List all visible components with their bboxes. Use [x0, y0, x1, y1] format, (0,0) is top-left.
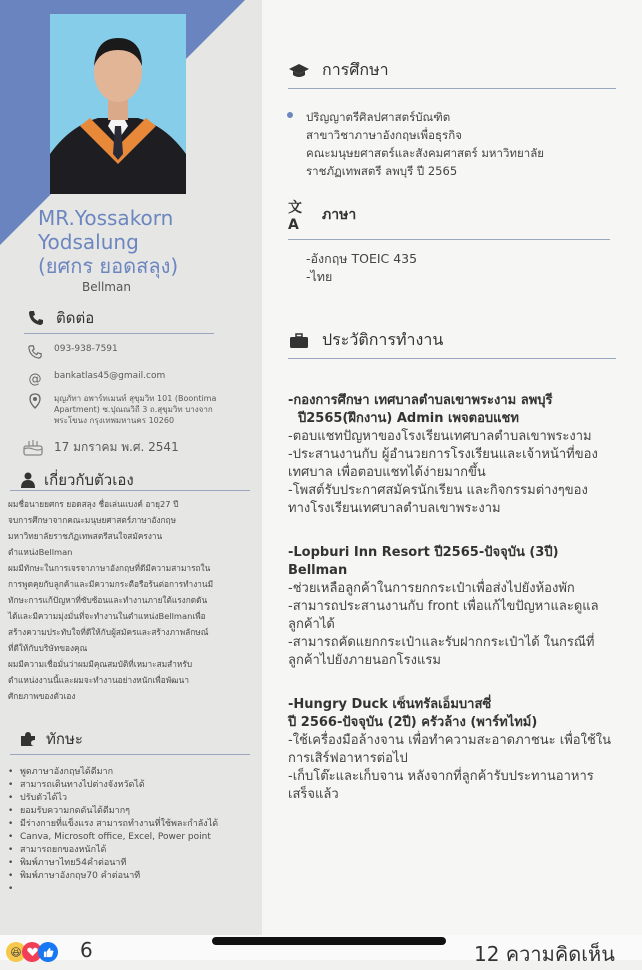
skills-list	[8, 766, 258, 883]
skill-item: • พิมพ์ภาษาไทย54คำต่อนาที	[8, 857, 258, 870]
about-line: มหาวิทยาลัยราชภัฏเทพสตรีสนใจสมัครงาน	[8, 531, 163, 541]
birthday-cake-icon	[22, 437, 44, 457]
job-detail: เสร็จแล้ว	[288, 787, 339, 802]
education-line: คณะมนุษยศาสตร์และสังคมศาสตร์ มหาวิทยาลัย	[306, 146, 544, 160]
about-line: ผมมีความเชื่อมั่นว่าผมมีคุณสมบัติที่เหมาะสมสำหรับ	[8, 659, 193, 669]
experience-title: ประวัติการทำงาน	[322, 330, 444, 349]
job-detail: -เก็บโต๊ะและเก็บจาน หลังจากที่ลูกค้ารับประทานอาหาร	[288, 769, 594, 784]
skills-divider	[10, 754, 250, 755]
at-sign-icon: @	[28, 371, 42, 387]
job-entry-3	[288, 696, 624, 804]
phone-number: 093-938-7591	[54, 344, 118, 354]
name-line-3: (ยศกร ยอดสลุง)	[38, 254, 179, 278]
language-item: -อังกฤษ TOEIC 435	[306, 251, 418, 266]
about-line: ผมชื่อนายยศกร ยอดสลุง ชื่อเล่นแบงค์ อายุ27 ปี	[8, 499, 179, 509]
profile-photo	[50, 14, 186, 194]
language-divider	[288, 239, 610, 240]
about-line: ผมมีทักษะในการเจรจาภาษาอังกฤษที่ดีมีความสามารถใน	[8, 563, 211, 573]
skill-item: • มีร่างกายที่แข็งแรง สามารถทำงานที่ใช้พละกำลังได้	[8, 818, 258, 831]
skill-item: • Canva, Microsoft office, Excel, Power point	[8, 831, 258, 844]
birth-date: 17 มกราคม พ.ศ. 2541	[54, 440, 179, 454]
about-divider	[10, 490, 250, 491]
job-entry-2	[288, 544, 624, 670]
location-pin-icon	[26, 393, 44, 409]
job-detail: -โพสต์รับประกาศสมัครนักเรียน และกิจกรรมต่างๆของ	[288, 483, 588, 498]
puzzle-piece-icon	[18, 729, 38, 749]
skill-item: • พูดภาษาอังกฤษได้ดีมาก	[8, 766, 258, 779]
job-detail: ลูกค้าได้	[288, 617, 335, 632]
contact-address	[26, 393, 216, 426]
job-title-line: ปี2565(ฝึกงาน) Admin เพจตอบแชท	[298, 411, 519, 426]
name-line-1: MR.Yossakorn	[38, 206, 174, 230]
address-text	[54, 393, 216, 426]
job-detail: ทางโรงเรียนเทศบาลตำบลเขาพระงาม	[288, 501, 501, 516]
about-line: ตำแหน่งงานนี้และผมจะทำงานอย่างหนักเพื่อพัฒนา	[8, 675, 189, 685]
skills-heading	[18, 727, 83, 751]
address-line-1: มุญภัทา อพาร์ทเมนท์ สุขุมวิท 101 (Boontima	[54, 394, 217, 403]
job-detail: -ใช้เครื่องมือล้างจาน เพื่อทำความสะอาดภาชนะ เพื่อใช้ใน	[288, 733, 612, 748]
address-line-3: พระโขนง กรุงเทพมหานคร 10260	[54, 416, 175, 425]
candidate-name	[38, 206, 258, 278]
home-indicator[interactable]	[212, 937, 446, 945]
haha-reaction-icon: 😆	[6, 942, 26, 962]
about-line: ศักยภาพของตัวเอง	[8, 691, 76, 701]
education-line: สาขาวิชาภาษาอังกฤษเพื่อธุรกิจ	[306, 128, 462, 142]
job-detail: -สามารถประสานงานกับ front เพื่อแก้ไขปัญหาและดูแล	[288, 599, 599, 614]
contact-heading	[26, 306, 94, 330]
language-item: -ไทย	[306, 269, 333, 284]
about-line: ทักษะการแก้ปัญหาที่ซับซ้อนและทำงานภายใต้แรงกดดัน	[8, 595, 208, 605]
about-line: สร้างความประทับใจที่ดีให้กับผู้สมัครและสร้างภาพลักษณ์	[8, 627, 209, 637]
about-line: ตำแหน่งBellman	[8, 547, 73, 557]
email-address: bankatlas45@gmail.com	[54, 371, 166, 381]
job-entry-1	[288, 392, 624, 518]
job-title-line: Bellman	[288, 563, 348, 578]
education-divider	[288, 88, 616, 89]
job-detail: -ประสานงานกับ ผู้อำนวยการโรงเรียนและเจ้าหน้าที่ของ	[288, 447, 598, 462]
about-text	[8, 496, 254, 704]
phone-handset-icon	[26, 308, 46, 328]
candidate-role: Bellman	[82, 280, 131, 294]
contact-birthday	[22, 437, 179, 457]
language-title: ภาษา	[322, 207, 357, 223]
job-detail: เทศบาล เพื่อตอบแชทได้ง่ายมากขึ้น	[288, 465, 486, 480]
briefcase-icon	[288, 331, 310, 351]
job-detail: -ตอบแชทปัญหาของโรงเรียนเทศบาลตำบลเขาพระงาม	[288, 429, 592, 444]
education-line: ราชภัฏเทพสตรี ลพบุรี ปี 2565	[306, 164, 458, 178]
language-heading	[288, 200, 357, 233]
contact-divider	[24, 333, 214, 334]
job-title-line: ปี 2566-ปัจจุบัน (2ปี) ครัวล้าง (พาร์ทไทม์)	[288, 715, 538, 730]
bullet-dot	[287, 112, 293, 118]
reaction-count[interactable]: 6	[80, 938, 93, 962]
about-line: ได้และมีความมุ่งมั่นที่จะทำงานในตำแหน่งBellmanเพื่อ	[8, 611, 206, 621]
skill-item: • พิมพ์ภาษาอังกฤษ70 คำต่อนาที	[8, 870, 258, 883]
contact-title: ติดต่อ	[56, 309, 95, 327]
experience-divider	[288, 358, 616, 359]
education-entry	[288, 108, 608, 180]
reactions-summary[interactable]	[6, 942, 58, 962]
experience-heading	[288, 328, 443, 353]
education-line: ปริญญาตรีศิลปศาสตร์บัณฑิต	[306, 110, 451, 124]
phone-icon	[26, 344, 44, 360]
skill-item: • สามารถเดินทางไปต่างจังหวัดได้	[8, 779, 258, 792]
job-detail: -สามารถคัดแยกกระเป๋าและรับฝากกระเป๋าได้ ในกรณีที่	[288, 635, 595, 650]
address-line-2: Apartment) ซ.ปุณณวิถี 3 ถ.สุขุมวิท บางจาก	[54, 405, 213, 414]
job-detail: -ช่วยเหลือลูกค้าในการยกกระเป๋าเพื่อส่งไปยังห้องพัก	[288, 581, 575, 596]
contact-phone	[26, 344, 118, 360]
about-line: การพูดคุยกับลูกค้าและมีความกระตือรือร้นต่อการทำงานมี	[8, 579, 214, 589]
job-detail: การเสิร์ฟอาหารต่อไป	[288, 751, 408, 766]
comment-count[interactable]: 12 ความคิดเห็น	[474, 942, 615, 966]
like-reaction-icon	[38, 942, 58, 962]
graduation-cap-icon	[288, 61, 310, 81]
job-title-line: -Hungry Duck เซ็นทรัลเอ็มบาสซี่	[288, 697, 492, 712]
about-line: จบการศึกษาจากคณะมนุษยศาสตร์ภาษาอังกฤษ	[8, 515, 177, 525]
job-title-line: -Lopburi Inn Resort ปี2565-ปัจจุบัน (3ปี)	[288, 545, 559, 560]
contact-email	[26, 371, 165, 387]
education-title: การศึกษา	[322, 60, 389, 79]
person-icon	[18, 470, 38, 490]
skill-item: • ปรับตัวได้ไว	[8, 792, 258, 805]
about-title: เกี่ยวกับตัวเอง	[44, 471, 134, 489]
skills-title: ทักษะ	[46, 730, 83, 748]
about-heading	[18, 468, 134, 492]
job-detail: ลูกค้าไปยังภายนอกโรงแรม	[288, 653, 441, 668]
education-heading	[288, 58, 389, 83]
translate-icon: 文A	[288, 200, 302, 233]
name-line-2: Yodsalung	[38, 230, 139, 254]
language-list	[306, 250, 417, 286]
skill-item: • สามารถยกของหนักได้	[8, 844, 258, 857]
job-title-line: -กองการศึกษา เทศบาลตำบลเขาพระงาม ลพบุรี	[288, 393, 553, 408]
skill-item: • ยอมรับความกดดันได้ดีมากๆ	[8, 805, 258, 818]
about-line: ที่ดีให้กับบริษัทของคุณ	[8, 643, 88, 653]
